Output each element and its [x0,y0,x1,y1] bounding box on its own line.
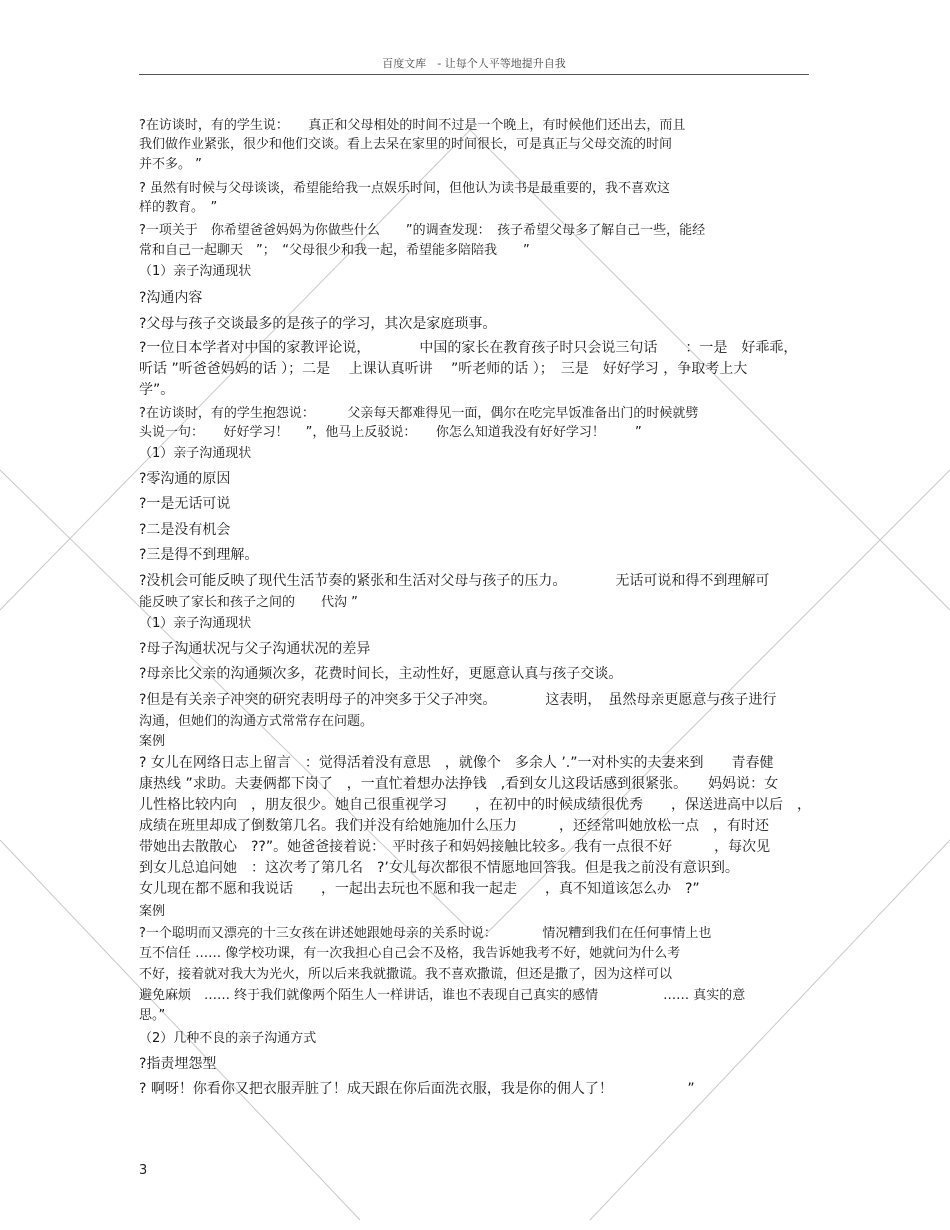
bullet-item: ?二是没有机会 [139,522,231,538]
text-line: ?一个聪明而又漂亮的十三女孩在讲述她跟她母亲的关系时说： 情况糟到我们在任何事情上也 [139,926,712,941]
text-line: 思。” [139,1008,166,1023]
section-heading: （1）亲子沟通现状 [139,446,252,461]
text-line: 沟通，但她们的沟通方式常常存在问题。 [139,714,374,729]
case-label: 案例 [139,904,166,919]
text-line: 听话 ”听爸爸妈妈的话 ）；二是 上课认真听讲 ”听老师的话 ）； 三是 好好学习 ，争取考上大 [139,361,748,377]
text-line: 不好，接着就对我大为光火，所以后来我就撒谎。我不喜欢撒谎，但还是撒了，因为这样可以 [139,967,673,982]
text-line: 儿性格比较内向 ，朋友很少。她自己很重视学习 ，在初中的时候成绩很优秀 ，保送进高中以后 ， [139,797,811,813]
text-line: 样的教育。 ” [139,200,218,215]
text-line: ?父母与孩子交谈最多的是孩子的学习，其次是家庭琐事。 [139,316,497,332]
case-label: 案例 [139,734,166,749]
bullet-heading: ?沟通内容 [139,290,203,306]
page-number: 3 [139,1163,148,1178]
text-line: 避免麻烦 …… 终于我们就像两个陌生人一样讲话，谁也不表现自己真实的感情 …… 真实的意 [139,988,746,1003]
text-line: ?母亲比父亲的沟通频次多，花费时间长，主动性好，更愿意认真与孩子交谈。 [139,666,623,682]
text-line: ?没机会可能反映了现代生活节奏的紧张和生活对父母与孩子的压力。 无话可说和得不到理解可 [139,573,770,589]
text-line: 成绩在班里却成了倒数第几名。我们并没有给她施加什么压力 ，还经常叫她放松一点 ，有时还 [139,818,769,834]
section-heading: （1）亲子沟通现状 [139,264,252,279]
text-line: ?但是有关亲子冲突的研究表明母子的冲突多于父子冲突。 这表明， 虽然母亲更愿意与孩子进行 [139,692,777,708]
text-line: 女儿现在都不愿和我说话 ，一起出去玩也不愿和我一起走 ，真不知道该怎么办 ?” [139,881,700,897]
text-line: ?一项关于 你希望爸爸妈妈为你做些什么 ”的调查发现： 孩子希望父母多了解自己一些，能经 [139,223,706,238]
text-line: ?在访谈时，有的学生说： 真正和父母相处的时间不过是一个晚上，有时候他们还出去，而且 [139,118,686,133]
text-line: 并不多。 ” [139,157,202,172]
text-line: 康热线 ”求助。夫妻俩都下岗了 ，一直忙着想办法挣钱 ,看到女儿这段话感到很紧张。 妈妈说：女 [139,776,779,792]
text-line: 带她出去散散心 ??”。她爸爸接着说： 平时孩子和妈妈接触比较多。我有一点很不好 ，每次见 [139,839,771,855]
text-line: ? 女儿在网络日志上留言 ：觉得活着没有意思 ，就像个 多余人 ’.”一对朴实的夫妻来到 青春健 [139,755,774,771]
bullet-heading: ?母子沟通状况与父子沟通状况的差异 [139,641,371,657]
text-line: 学”。 [139,382,175,398]
page-header: 百度文库 - 让每个人平等地提升自我 [382,57,566,70]
text-line: ? 虽然有时候与父母谈谈，希望能给我一点娱乐时间，但他认为读书是最重要的，我不喜欢这 [139,181,671,196]
text-line: 互不信任 …… 像学校功课，有一次我担心自己会不及格，我告诉她我考不好，她就问为什么考 [139,946,681,961]
bullet-heading: ?零沟通的原因 [139,471,231,487]
text-line: 能反映了家长和孩子之间的 代沟 ” [139,595,358,610]
text-line: ?在访谈时，有的学生抱怨说： 父亲每天都难得见一面，偶尔在吃完早饭准备出门的时候就劈 [139,406,699,421]
text-line: 常和自己一起聊天 ”； “父母很少和我一起，希望能多陪陪我 ” [139,243,530,258]
header-divider [139,74,809,75]
text-line: 到女儿总追问她 ：这次考了第几名 ?’女儿每次都很不情愿地回答我。但是我之前没有意识到。 [139,860,739,876]
text-line: ?一位日本学者对中国的家教评论说， 中国的家长在教育孩子时只会说三句话 ：一是 好乖乖， [139,340,798,356]
bullet-item: ?一是无话可说 [139,496,231,512]
bullet-item: ?三是得不到理解。 [139,547,259,563]
section-heading: （1）亲子沟通现状 [139,616,252,631]
text-line: ? 啊呀！你看你又把衣服弄脏了！成天跟在你后面洗衣服，我是你的佣人了！ ” [139,1081,695,1097]
bullet-heading: ?指责埋怨型 [139,1056,217,1072]
text-line: 我们做作业紧张，很少和他们交谈。看上去呆在家里的时间很长，可是真正与父母交流的时间 [139,137,673,152]
text-line: 头说一句： 好好学习！ ”，他马上反驳说： 你怎么知道我没有好好学习！ ” [139,425,642,440]
section-heading: （2）几种不良的亲子沟通方式 [139,1031,317,1046]
